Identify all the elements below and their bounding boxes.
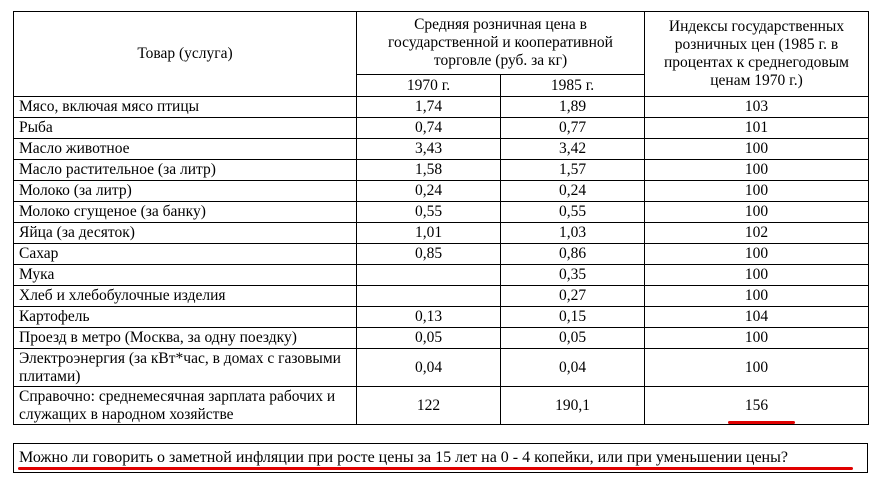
item-name: Сахар xyxy=(14,244,357,265)
table-row xyxy=(14,160,869,181)
header-year-1985: 1985 г. xyxy=(501,75,645,97)
price-1970: 0,55 xyxy=(357,202,501,223)
price-1970: 0,05 xyxy=(357,328,501,349)
question-note: Можно ли говорить о заметной инфляции при росте цены за 15 лет на 0 - 4 копейки, или при уменьшении цены? xyxy=(13,443,868,473)
price-index: 104 xyxy=(645,307,869,328)
table-row xyxy=(14,118,869,139)
price-1985: 0,15 xyxy=(501,307,645,328)
price-table xyxy=(13,11,869,425)
price-1970: 1,01 xyxy=(357,223,501,244)
table-row xyxy=(14,349,869,387)
table-row xyxy=(14,244,869,265)
item-name: Справочно: среднемесячная зарплата рабочих и служащих в народном хозяйстве xyxy=(14,387,357,425)
price-1970 xyxy=(357,286,501,307)
price-index: 156 xyxy=(645,387,869,425)
price-1985: 0,05 xyxy=(501,328,645,349)
price-1970: 0,04 xyxy=(357,349,501,387)
item-name: Мясо, включая мясо птицы xyxy=(14,97,357,118)
price-index: 102 xyxy=(645,223,869,244)
price-1985: 190,1 xyxy=(501,387,645,425)
price-index: 100 xyxy=(645,328,869,349)
price-1970: 1,74 xyxy=(357,97,501,118)
price-index: 100 xyxy=(645,160,869,181)
price-1970: 0,24 xyxy=(357,181,501,202)
price-1970 xyxy=(357,265,501,286)
price-1985: 0,86 xyxy=(501,244,645,265)
item-name: Электроэнергия (за кВт*час, в домах с газовыми плитами) xyxy=(14,349,357,387)
price-1985: 1,57 xyxy=(501,160,645,181)
table-row xyxy=(14,202,869,223)
price-index: 100 xyxy=(645,244,869,265)
price-1970: 0,74 xyxy=(357,118,501,139)
price-1970: 0,85 xyxy=(357,244,501,265)
price-index: 103 xyxy=(645,97,869,118)
item-name: Проезд в метро (Москва, за одну поездку) xyxy=(14,328,357,349)
item-name: Хлеб и хлебобулочные изделия xyxy=(14,286,357,307)
item-name: Масло животное xyxy=(14,139,357,160)
header-item: Товар (услуга) xyxy=(14,12,357,97)
price-1970: 0,13 xyxy=(357,307,501,328)
price-index: 101 xyxy=(645,118,869,139)
item-name: Мука xyxy=(14,265,357,286)
price-index: 100 xyxy=(645,139,869,160)
price-1985: 0,27 xyxy=(501,286,645,307)
price-1985: 1,89 xyxy=(501,97,645,118)
price-1985: 3,42 xyxy=(501,139,645,160)
table-row xyxy=(14,387,869,425)
price-1985: 0,24 xyxy=(501,181,645,202)
item-name: Картофель xyxy=(14,307,357,328)
price-index: 100 xyxy=(645,286,869,307)
table-row xyxy=(14,139,869,160)
price-1985: 0,77 xyxy=(501,118,645,139)
price-index: 100 xyxy=(645,181,869,202)
wage-index-highlight-underline xyxy=(728,421,795,424)
table-row xyxy=(14,328,869,349)
price-1985: 0,35 xyxy=(501,265,645,286)
price-index: 100 xyxy=(645,202,869,223)
header-year-1970: 1970 г. xyxy=(357,75,501,97)
price-1985: 1,03 xyxy=(501,223,645,244)
header-index: Индексы государственных розничных цен (1985 г. в процентах к среднегодовым ценам 1970 г.) xyxy=(645,12,869,97)
price-1970: 122 xyxy=(357,387,501,425)
price-index: 100 xyxy=(645,265,869,286)
header-avg-price: Средняя розничная цена в государственной и кооперативной торговле (руб. за кг) xyxy=(357,12,645,75)
price-1970: 1,58 xyxy=(357,160,501,181)
item-name: Масло растительное (за литр) xyxy=(14,160,357,181)
item-name: Рыба xyxy=(14,118,357,139)
table-row xyxy=(14,307,869,328)
table-row xyxy=(14,265,869,286)
price-1985: 0,55 xyxy=(501,202,645,223)
table-row xyxy=(14,97,869,118)
question-highlight-underline xyxy=(18,467,853,470)
table-row xyxy=(14,223,869,244)
price-index: 100 xyxy=(645,349,869,387)
item-name: Яйца (за десяток) xyxy=(14,223,357,244)
price-1985: 0,04 xyxy=(501,349,645,387)
table-row xyxy=(14,181,869,202)
table-row xyxy=(14,286,869,307)
price-1970: 3,43 xyxy=(357,139,501,160)
item-name: Молоко (за литр) xyxy=(14,181,357,202)
item-name: Молоко сгущеное (за банку) xyxy=(14,202,357,223)
